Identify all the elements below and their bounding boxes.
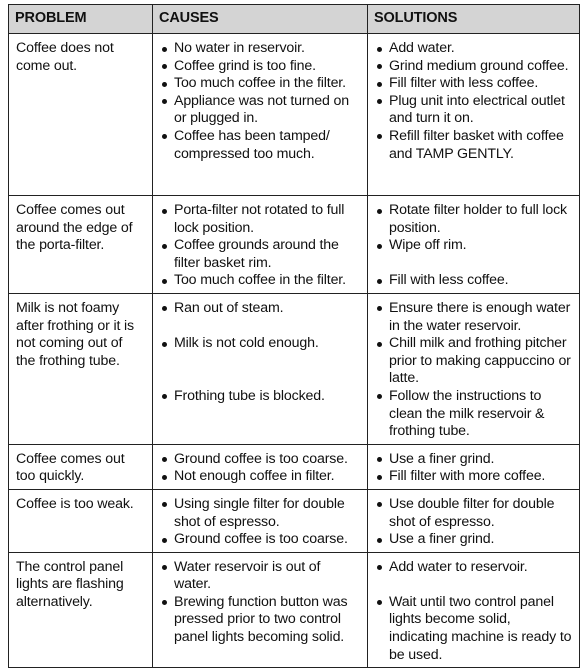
solution-item: Use a finer grind. [375, 531, 572, 549]
table-row [9, 293, 580, 444]
table-row [9, 196, 580, 294]
cause-item: Porta-filter not rotated to full lock position. [160, 202, 360, 237]
solution-item: Rotate filter holder to full lock position. [375, 202, 572, 237]
causes-cell [153, 489, 368, 552]
problem-cell: Coffee comes out too quickly. [9, 444, 153, 489]
cause-item: Coffee grounds around the filter basket rim. [160, 237, 360, 272]
table-row [9, 34, 580, 196]
cause-item: Water reservoir is out of water. [160, 559, 360, 594]
solution-item: Chill milk and frothing pitcher prior to making cappuccino or latte. [375, 335, 572, 388]
header-row [9, 5, 580, 34]
solution-item: Fill filter with more coffee. [375, 468, 572, 486]
cause-item: Frothing tube is blocked. [160, 388, 360, 406]
header-solutions: SOLUTIONS [368, 5, 580, 34]
header-problem: PROBLEM [9, 5, 153, 34]
solution-item: Plug unit into electrical outlet and turn it on. [375, 93, 572, 128]
solution-item: Follow the instructions to clean the milk reservoir & frothing tube. [375, 388, 572, 441]
table-row [9, 489, 580, 552]
causes-cell [153, 444, 368, 489]
cause-item: Ground coffee is too coarse. [160, 531, 360, 549]
cause-item: Not enough coffee in filter. [160, 468, 360, 486]
cause-item: No water in reservoir. [160, 40, 360, 58]
solutions-cell [368, 489, 580, 552]
solution-item: Fill filter with less coffee. [375, 75, 572, 93]
solutions-cell [368, 293, 580, 444]
causes-cell [153, 552, 368, 668]
solutions-cell [368, 196, 580, 294]
troubleshooting-table [8, 4, 580, 668]
cause-item: Ran out of steam. [160, 300, 360, 318]
solutions-cell [368, 444, 580, 489]
causes-cell [153, 34, 368, 196]
solutions-cell [368, 552, 580, 668]
cause-item: Ground coffee is too coarse. [160, 451, 360, 469]
causes-cell [153, 293, 368, 444]
cause-item: Too much coffee in the filter. [160, 75, 360, 93]
table-row [9, 552, 580, 668]
table-row [9, 444, 580, 489]
solution-item: Wait until two control panel lights become solid, indicating machine is ready to be used. [375, 594, 572, 664]
cause-item: Using single filter for double shot of espresso. [160, 496, 360, 531]
solution-item: Use a finer grind. [375, 451, 572, 469]
solution-item: Add water to reservoir. [375, 559, 572, 577]
cause-item: Too much coffee in the filter. [160, 272, 360, 290]
problem-cell: Milk is not foamy after frothing or it is not coming out of the frothing tube. [9, 293, 153, 444]
cause-item: Milk is not cold enough. [160, 335, 360, 353]
causes-cell [153, 196, 368, 294]
solution-item: Ensure there is enough water in the water reservoir. [375, 300, 572, 335]
solution-item: Refill filter basket with coffee and TAMP GENTLY. [375, 128, 572, 163]
problem-cell: Coffee is too weak. [9, 489, 153, 552]
solution-item: Grind medium ground coffee. [375, 58, 572, 76]
cause-item: Coffee grind is too fine. [160, 58, 360, 76]
header-causes: CAUSES [153, 5, 368, 34]
solutions-cell [368, 34, 580, 196]
solution-item: Add water. [375, 40, 572, 58]
solution-item: Wipe off rim. [375, 237, 572, 255]
solution-item: Fill with less coffee. [375, 272, 572, 290]
problem-cell: The control panel lights are flashing alternatively. [9, 552, 153, 668]
cause-item: Appliance was not turned on or plugged in. [160, 93, 360, 128]
cause-item: Brewing function button was pressed prior to two control panel lights becoming solid. [160, 594, 360, 647]
cause-item: Coffee has been tamped/ compressed too much. [160, 128, 360, 163]
problem-cell: Coffee does not come out. [9, 34, 153, 196]
problem-cell: Coffee comes out around the edge of the porta-filter. [9, 196, 153, 294]
solution-item: Use double filter for double shot of espresso. [375, 496, 572, 531]
